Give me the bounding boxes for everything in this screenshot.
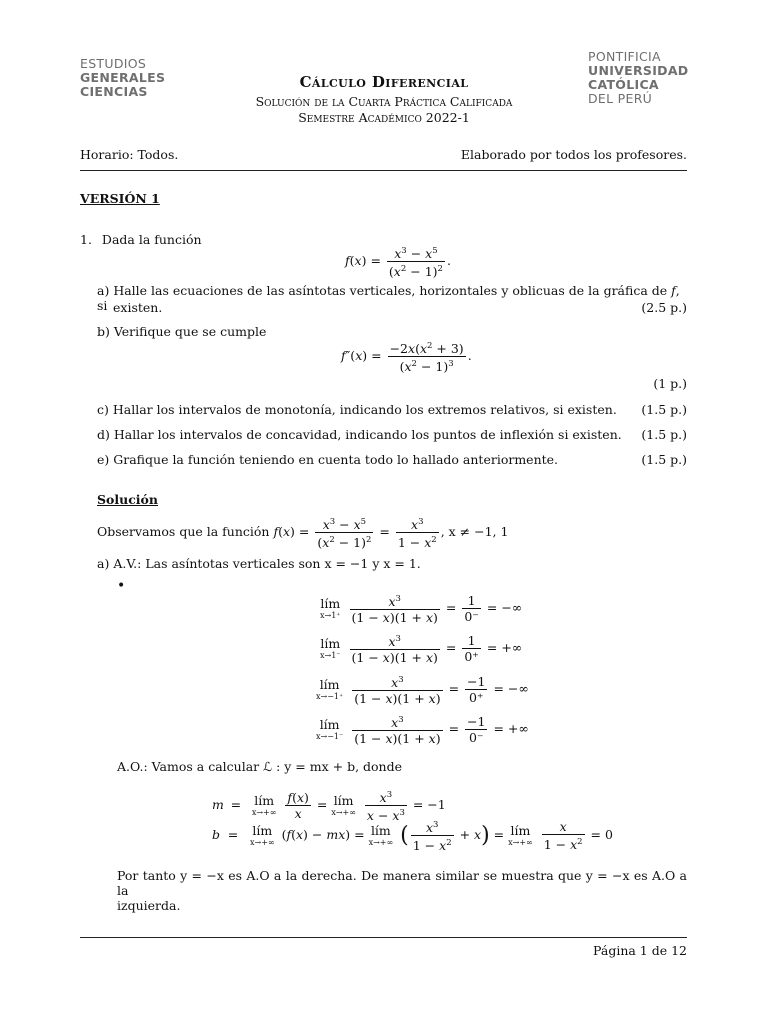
limit-4-num: −1: [467, 714, 486, 730]
b-result: = 0: [590, 827, 613, 843]
item-e-text: Grafique la función teniendo en cuenta todo lo hallado anteriormente.: [113, 452, 559, 467]
conclusion-line2: izquierda.: [117, 898, 181, 913]
limit-4-den: 0⁻: [468, 730, 484, 746]
limit-4-res: = +∞: [493, 721, 529, 737]
limit-1-den: 0⁻: [464, 609, 479, 625]
limit-3-sub: x→−1⁺: [316, 692, 344, 702]
m-result: = −1: [412, 797, 446, 813]
right-logo-line1: PONTIFICIA: [588, 49, 661, 64]
item-b-label: b): [97, 324, 110, 339]
observe-text: Observamos que la función: [97, 524, 270, 540]
schedule-text: Horario: Todos.: [80, 147, 179, 162]
limit-4: lím x→−1⁻ $\frac{x^3}{(1 - x)(1 + x)}$ = $\frac{-1}{0^-}$ = +∞: [316, 714, 529, 747]
item-c-points: (1.5 p.): [641, 402, 687, 417]
ao-text: A.O.: Vamos a calcular ℒ : y = mx + b, donde: [117, 759, 402, 774]
limit-1-sub: x→1⁺: [320, 611, 341, 621]
item-a-text: Halle las ecuaciones de las asíntotas verticales, horizontales y oblicuas de la gráfica de: [113, 283, 668, 298]
limit-1-num: 1: [462, 593, 481, 609]
item-d-text: Hallar los intervalos de concavidad, indicando los puntos de inflexión si existen.: [113, 427, 622, 442]
right-logo-line3: CATÓLICA: [588, 77, 659, 92]
item-d-label: d): [97, 427, 110, 442]
limit-2-res: = +∞: [486, 640, 523, 656]
left-logo-line3: CIENCIAS: [80, 84, 148, 99]
conclusion: [117, 868, 687, 913]
limit-2: lím x→1⁻ $\frac{x^3}{(1 - x)(1 + x)}$ = $\frac{1}{0^+}$ = +∞: [320, 633, 523, 666]
item-a-var: f: [671, 283, 676, 298]
item-e: [97, 452, 687, 467]
document-subtitle: Solución de la Cuarta Práctica Calificada: [255, 94, 513, 109]
conclusion-line1: Por tanto y = −x es A.O a la derecha. De manera similar se muestra que y = −x es A.O a la: [117, 868, 687, 898]
function-definition: f(x) = $\frac{x^3 - x^5}{(x^2 - 1)^2}$ .: [345, 246, 451, 280]
document-title: Cálculo Diferencial: [299, 73, 469, 91]
item-a-tail: , si: [97, 283, 680, 313]
right-logo-line4: DEL PERÚ: [588, 91, 653, 106]
author-text: Elaborado por todos los profesores.: [460, 147, 687, 162]
item-d-points: (1.5 p.): [641, 427, 687, 442]
second-derivative: f″(x) = $\frac{-2x(x^2 + 3)}{(x^2 - 1)^3}$ .: [341, 341, 472, 375]
item-b-text: Verifique que se cumple: [113, 324, 267, 339]
limit-1-res: = −∞: [486, 600, 523, 616]
item-a-line2: [113, 300, 687, 315]
page-number: Página 1 de 12: [593, 943, 687, 958]
av-label: a): [97, 556, 110, 571]
limit-2-num: 1: [462, 633, 481, 649]
item-b-points: (1 p.): [653, 376, 687, 391]
av-text: A.V.: Las asíntotas verticales son x = −1 y x = 1.: [113, 556, 421, 571]
limit-3-den: 0⁺: [468, 690, 484, 706]
solution-heading: Solución: [97, 492, 158, 507]
bullet: •: [117, 578, 126, 594]
version-heading: VERSIÓN 1: [80, 191, 160, 206]
b-equation: b = lím x→+∞ (f(x) − mx) = lím x→+∞ ( $\frac{x^3}{1 - x^2}$ + x) = lím x→+∞ $\frac{x}{1 - x^2}$ = 0: [212, 819, 613, 854]
item-c-label: c): [97, 402, 109, 417]
item-c: [97, 402, 687, 417]
limit-3: lím x→−1⁺ $\frac{x^3}{(1 - x)(1 + x)}$ = $\frac{-1}{0^+}$ = −∞: [316, 674, 529, 707]
limit-3-num: −1: [467, 674, 486, 690]
header-info-row: [80, 147, 687, 162]
left-logo-line2: GENERALES: [80, 70, 166, 85]
item-a-points: (2.5 p.): [641, 300, 687, 315]
header-divider: [80, 170, 687, 171]
document-semester: Semestre Académico 2022-1: [298, 110, 470, 125]
av-line: [97, 556, 421, 571]
problem-intro-text: Dada la función: [101, 232, 202, 247]
m-equation: m = lím x→+∞ $\frac{f(x)}{x}$ = lím x→+∞ $\frac{x^3}{x - x^3}$ = −1: [212, 790, 446, 824]
limit-3-res: = −∞: [493, 681, 529, 697]
limit-2-sub: x→1⁻: [320, 651, 341, 661]
domain-note: , x ≠ −1, 1: [440, 524, 509, 540]
item-a-label: a): [97, 283, 110, 298]
item-e-label: e): [97, 452, 110, 467]
solution-observe: Observamos que la función f(x) = $\frac{x^3 - x^5}{(x^2 - 1)^2}$ = $\frac{x^3}{1 - x^2}$ , x ≠ −1, 1: [97, 517, 509, 551]
left-logo-line1: ESTUDIOS: [80, 56, 147, 71]
problem-number: 1.: [80, 232, 92, 247]
footer-divider: [80, 937, 687, 938]
item-a-text2: existen.: [113, 300, 163, 315]
limit-4-sub: x→−1⁻: [316, 732, 344, 742]
item-b: [97, 324, 266, 339]
item-c-text: Hallar los intervalos de monotonía, indicando los extremos relativos, si existen.: [112, 402, 617, 417]
limit-1: lím x→1⁺ $\frac{x^3}{(1 - x)(1 + x)}$ = $\frac{1}{0^-}$ = −∞: [320, 593, 523, 626]
limit-2-den: 0⁺: [464, 649, 479, 665]
item-e-points: (1.5 p.): [641, 452, 687, 467]
item-d: [97, 427, 687, 442]
right-logo-line2: UNIVERSIDAD: [588, 63, 689, 78]
